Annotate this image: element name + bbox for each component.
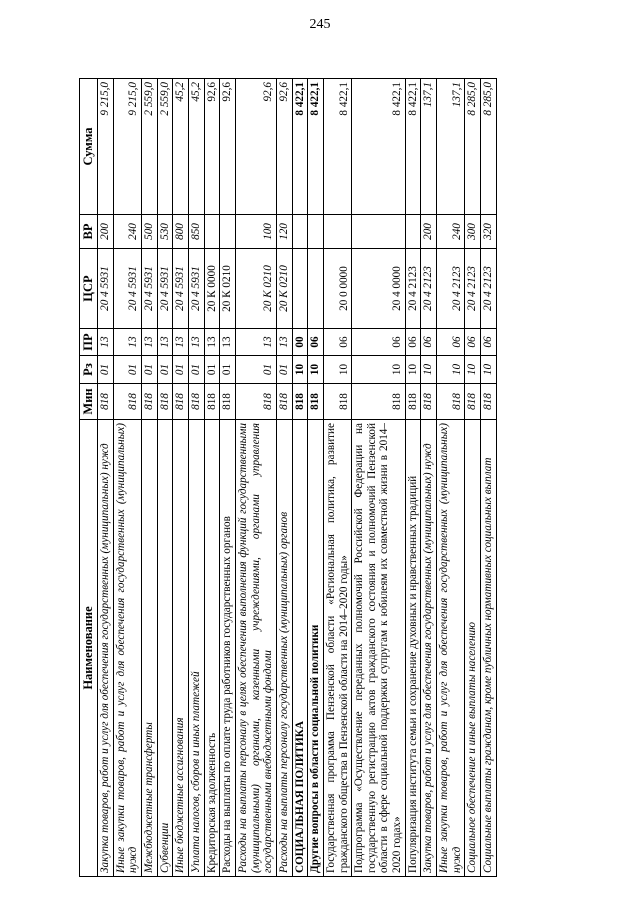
cell-rz: 01 <box>276 356 292 384</box>
cell-vr: 240 <box>113 215 141 249</box>
cell-sum: 2 559,0 <box>141 79 157 215</box>
table-row <box>98 79 114 877</box>
cell-rz: 10 <box>352 356 406 384</box>
table-header-row <box>80 79 98 877</box>
cell-sum: 137,1 <box>437 79 465 215</box>
cell-vr: 850 <box>188 215 204 249</box>
table-row <box>421 79 437 877</box>
cell-sum: 8 285,0 <box>481 79 497 215</box>
cell-csr: 20 4 2123 <box>421 249 437 329</box>
cell-sum: 8 422,1 <box>352 79 406 215</box>
cell-name: СОЦИАЛЬНАЯ ПОЛИТИКА <box>292 420 308 877</box>
cell-sum: 8 422,1 <box>323 79 351 215</box>
table-row <box>220 79 236 877</box>
cell-rz: 10 <box>437 356 465 384</box>
cell-csr: 20 К 0210 <box>235 249 276 329</box>
header-csr: ЦСР <box>80 249 98 329</box>
table-row <box>235 79 276 877</box>
cell-name: Закупка товаров, работ и услуг для обеспечения государственных (муниципальных) нужд <box>421 420 437 877</box>
cell-vr <box>308 215 324 249</box>
cell-csr: 20 К 0210 <box>220 249 236 329</box>
cell-vr <box>204 215 220 249</box>
cell-sum: 8 422,1 <box>292 79 308 215</box>
cell-name: Расходы на выплаты персоналу в целях обеспечения выполнения функций государственными (муниципальными) органами, казенными учреждениями, органами управления государственными внебюджетными фондами <box>235 420 276 877</box>
cell-vr: 300 <box>465 215 481 249</box>
cell-vr <box>323 215 351 249</box>
cell-rz: 01 <box>113 356 141 384</box>
table-row <box>481 79 497 877</box>
table-row <box>173 79 189 877</box>
page-number: 245 <box>309 17 331 32</box>
header-rz: Рз <box>80 356 98 384</box>
cell-pr: 13 <box>173 329 189 356</box>
cell-min: 818 <box>308 384 324 420</box>
cell-vr: 200 <box>421 215 437 249</box>
cell-vr: 120 <box>276 215 292 249</box>
cell-csr <box>292 249 308 329</box>
cell-name: Другие вопросы в области социальной политики <box>308 420 324 877</box>
cell-pr: 06 <box>437 329 465 356</box>
table-row <box>204 79 220 877</box>
cell-csr: 20 4 2123 <box>465 249 481 329</box>
cell-csr: 20 4 2123 <box>481 249 497 329</box>
cell-sum: 92,6 <box>204 79 220 215</box>
cell-min: 818 <box>113 384 141 420</box>
table-row <box>323 79 351 877</box>
cell-pr: 06 <box>352 329 406 356</box>
cell-pr: 13 <box>188 329 204 356</box>
table-row <box>141 79 157 877</box>
cell-rz: 01 <box>188 356 204 384</box>
cell-rz: 01 <box>98 356 114 384</box>
cell-vr <box>220 215 236 249</box>
cell-sum: 9 215,0 <box>98 79 114 215</box>
cell-name: Популяризация института семьи и сохранение духовных и нравственных традиций <box>405 420 421 877</box>
cell-name: Расходы на выплаты по оплате труда работников государственных органов <box>220 420 236 877</box>
cell-name: Межбюджетные трансферты <box>141 420 157 877</box>
cell-rz: 01 <box>141 356 157 384</box>
table-row <box>276 79 292 877</box>
cell-min: 818 <box>405 384 421 420</box>
cell-name: Уплата налогов, сборов и иных платежей <box>188 420 204 877</box>
cell-min: 818 <box>98 384 114 420</box>
table-body <box>98 79 497 877</box>
cell-rz: 01 <box>235 356 276 384</box>
table-row <box>465 79 481 877</box>
cell-rz: 10 <box>481 356 497 384</box>
cell-sum: 9 215,0 <box>113 79 141 215</box>
cell-csr: 20 К 0000 <box>204 249 220 329</box>
cell-name: Кредиторская задолженность <box>204 420 220 877</box>
cell-name: Иные закупки товаров, работ и услуг для обеспечения государственных (муниципальных) нужд <box>437 420 465 877</box>
cell-min: 818 <box>173 384 189 420</box>
table-row <box>113 79 141 877</box>
cell-rz: 10 <box>292 356 308 384</box>
table-row <box>352 79 406 877</box>
cell-sum: 8 285,0 <box>465 79 481 215</box>
cell-rz: 01 <box>173 356 189 384</box>
cell-rz: 10 <box>323 356 351 384</box>
cell-vr: 100 <box>235 215 276 249</box>
cell-min: 818 <box>157 384 173 420</box>
cell-sum: 45,2 <box>188 79 204 215</box>
cell-sum: 137,1 <box>421 79 437 215</box>
cell-name: Иные бюджетные ассигнования <box>173 420 189 877</box>
cell-name: Социальные выплаты гражданам, кроме публичных нормативных социальных выплат <box>481 420 497 877</box>
cell-csr: 20 0 0000 <box>323 249 351 329</box>
cell-name: Закупка товаров, работ и услуг для обеспечения государственных (муниципальных) нужд <box>98 420 114 877</box>
cell-vr: 500 <box>141 215 157 249</box>
cell-name: Субвенции <box>157 420 173 877</box>
cell-pr: 13 <box>141 329 157 356</box>
cell-sum: 45,2 <box>173 79 189 215</box>
cell-min: 818 <box>465 384 481 420</box>
cell-rz: 01 <box>220 356 236 384</box>
cell-csr: 20 4 2123 <box>405 249 421 329</box>
header-pr: ПР <box>80 329 98 356</box>
cell-vr <box>352 215 406 249</box>
cell-sum: 8 422,1 <box>405 79 421 215</box>
cell-min: 818 <box>421 384 437 420</box>
cell-sum: 8 422,1 <box>308 79 324 215</box>
cell-name: Социальное обеспечение и иные выплаты населению <box>465 420 481 877</box>
cell-csr: 20 4 5931 <box>113 249 141 329</box>
cell-pr: 00 <box>292 329 308 356</box>
table-row <box>292 79 308 877</box>
cell-min: 818 <box>141 384 157 420</box>
cell-min: 818 <box>204 384 220 420</box>
cell-pr: 13 <box>276 329 292 356</box>
cell-min: 818 <box>276 384 292 420</box>
cell-vr: 240 <box>437 215 465 249</box>
cell-rz: 01 <box>157 356 173 384</box>
cell-name: Подпрограмма «Осуществление переданных полномочий Российской Федерации на государственную регистрацию актов гражданского состояния и полномочий Пензенской области в сфере социальной поддержки супругам к юбилеям их совместной жизни в 2014–2020 годах» <box>352 420 406 877</box>
cell-rz: 10 <box>405 356 421 384</box>
header-min: Мин <box>80 384 98 420</box>
cell-csr: 20 4 5931 <box>98 249 114 329</box>
cell-pr: 13 <box>113 329 141 356</box>
cell-pr: 06 <box>421 329 437 356</box>
cell-pr: 13 <box>204 329 220 356</box>
cell-pr: 13 <box>157 329 173 356</box>
cell-rz: 10 <box>421 356 437 384</box>
cell-vr: 200 <box>98 215 114 249</box>
cell-min: 818 <box>220 384 236 420</box>
cell-vr: 320 <box>481 215 497 249</box>
cell-csr: 20 К 0210 <box>276 249 292 329</box>
table-row <box>308 79 324 877</box>
cell-min: 818 <box>481 384 497 420</box>
table-row <box>188 79 204 877</box>
cell-vr <box>292 215 308 249</box>
cell-min: 818 <box>437 384 465 420</box>
table-row <box>405 79 421 877</box>
table-row <box>157 79 173 877</box>
cell-csr: 20 4 5931 <box>188 249 204 329</box>
cell-csr: 20 4 5931 <box>141 249 157 329</box>
rotated-table-container <box>79 79 601 877</box>
cell-name: Государственная программа Пензенской области «Региональная политика, развитие гражданского общества в Пензенской области на 2014–2020 годы» <box>323 420 351 877</box>
cell-csr: 20 4 5931 <box>173 249 189 329</box>
cell-csr: 20 4 0000 <box>352 249 406 329</box>
cell-pr: 06 <box>323 329 351 356</box>
header-sum: Сумма <box>80 79 98 215</box>
cell-min: 818 <box>292 384 308 420</box>
cell-min: 818 <box>188 384 204 420</box>
cell-pr: 13 <box>98 329 114 356</box>
cell-csr: 20 4 5931 <box>157 249 173 329</box>
cell-name: Расходы на выплаты персоналу государственных (муниципальных) органов <box>276 420 292 877</box>
cell-vr <box>405 215 421 249</box>
cell-vr: 530 <box>157 215 173 249</box>
cell-sum: 2 559,0 <box>157 79 173 215</box>
budget-table <box>79 78 497 877</box>
cell-pr: 06 <box>465 329 481 356</box>
cell-sum: 92,6 <box>220 79 236 215</box>
cell-min: 818 <box>323 384 351 420</box>
cell-sum: 92,6 <box>276 79 292 215</box>
cell-pr: 13 <box>220 329 236 356</box>
cell-rz: 10 <box>308 356 324 384</box>
cell-rz: 01 <box>204 356 220 384</box>
cell-min: 818 <box>235 384 276 420</box>
cell-pr: 06 <box>308 329 324 356</box>
cell-vr: 800 <box>173 215 189 249</box>
header-vr: ВР <box>80 215 98 249</box>
cell-rz: 10 <box>465 356 481 384</box>
cell-name: Иные закупки товаров, работ и услуг для обеспечения государственных (муниципальных) нужд <box>113 420 141 877</box>
cell-min: 818 <box>352 384 406 420</box>
cell-sum: 92,6 <box>235 79 276 215</box>
cell-pr: 06 <box>405 329 421 356</box>
table-row <box>437 79 465 877</box>
cell-csr: 20 4 2123 <box>437 249 465 329</box>
cell-pr: 06 <box>481 329 497 356</box>
cell-csr <box>308 249 324 329</box>
header-name: Наименование <box>80 420 98 877</box>
cell-pr: 13 <box>235 329 276 356</box>
